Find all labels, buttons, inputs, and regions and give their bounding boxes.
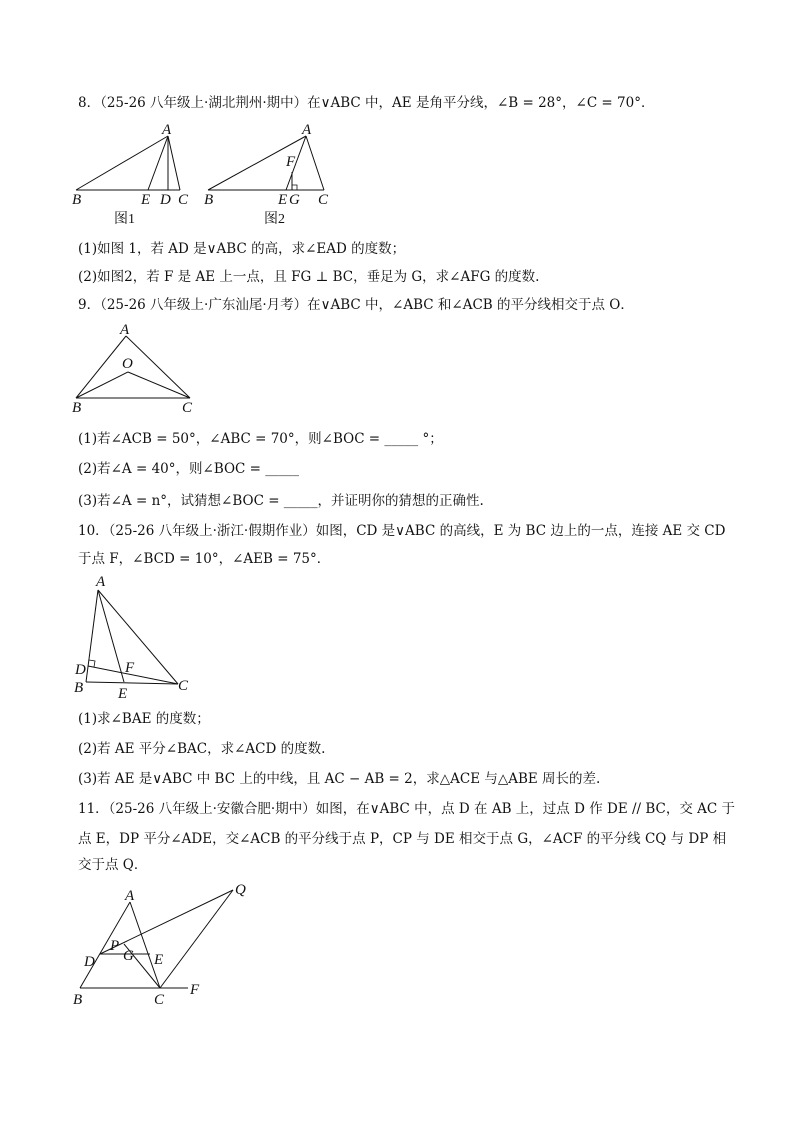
q10-part-3: (3)若 AE 是∨ABC 中 BC 上的中线，且 AC − AB = 2，求△ACE 与△ABE 周长的差. <box>78 771 601 787</box>
label-C: C <box>182 400 193 416</box>
label-Q: Q <box>235 882 246 898</box>
label-F: F <box>190 982 200 998</box>
q9-part-3: (3)若∠A = n°，试猜想∠BOC = _____，并证明你的猜想的正确性. <box>78 493 484 509</box>
q10-part-1: (1)求∠BAE 的度数； <box>78 711 210 727</box>
label-E: E <box>141 192 151 208</box>
label-O: O <box>122 356 133 372</box>
label-P: P <box>110 938 120 954</box>
figure-caption: 图1 <box>114 212 135 227</box>
label-D: D <box>75 662 86 678</box>
label-C: C <box>178 678 189 694</box>
label-B: B <box>74 680 84 696</box>
q9-stem: 9．（25-26 八年级上·广东汕尾·月考）在∨ABC 中，∠ABC 和∠ACB 的平分线相交于点 O． <box>78 297 634 313</box>
q8-figure-1 <box>70 122 210 232</box>
label-G: G <box>289 192 300 208</box>
label-D: D <box>160 192 171 208</box>
label-A: A <box>120 322 130 338</box>
q10-stem-line-2: 于点 F，∠BCD = 10°，∠AEB = 75°． <box>78 551 331 567</box>
q10-stem-line-1: 10．（25-26 八年级上·浙江·假期作业）如图，CD 是∨ABC 的高线，E 为 BC 边上的一点，连接 AE 交 CD <box>78 523 726 539</box>
label-A: A <box>125 888 135 904</box>
q9-figure <box>70 322 210 417</box>
q9-part-1: (1)若∠ACB = 50°，∠ABC = 70°，则∠BOC = _____ °； <box>78 431 443 447</box>
label-C: C <box>154 992 165 1008</box>
q11-figure <box>70 878 270 1018</box>
label-A: A <box>162 122 172 138</box>
q10-part-2: (2)若 AE 平分∠BAC，求∠ACD 的度数. <box>78 741 326 757</box>
label-F: F <box>286 154 296 170</box>
q10-figure <box>70 574 210 704</box>
label-A: A <box>302 122 312 138</box>
label-D: D <box>84 954 95 970</box>
label-B: B <box>72 400 82 416</box>
label-C: C <box>318 192 329 208</box>
label-A: A <box>96 574 106 590</box>
q11-stem-line-3: 交于点 Q． <box>78 857 148 873</box>
label-E: E <box>278 192 288 208</box>
q11-stem-line-1: 11．（25-26 八年级上·安徽合肥·期中）如图，在∨ABC 中，点 D 在 AB 上，过点 D 作 DE // BC，交 AC 于 <box>78 801 736 817</box>
q8-part-2: (2)如图2，若 F 是 AE 上一点，且 FG ⊥ BC，垂足为 G，求∠AFG 的度数. <box>78 269 540 285</box>
q11-stem-line-2: 点 E，DP 平分∠ADE，交∠ACB 的平分线于点 P，CP 与 DE 相交于点 G，∠ACF 的平分线 CQ 与 DP 相 <box>78 831 727 847</box>
q8-part-1: (1)如图 1，若 AD 是∨ABC 的高，求∠EAD 的度数； <box>78 241 406 257</box>
q9-part-2: (2)若∠A = 40°，则∠BOC = _____ <box>78 461 300 477</box>
label-B: B <box>204 192 214 208</box>
q8-stem: 8．（25-26 八年级上·湖北荆州·期中）在∨ABC 中，AE 是角平分线，∠B = 28°，∠C = 70°． <box>78 95 655 111</box>
figure-caption: 图2 <box>264 212 285 227</box>
q8-figure-2 <box>200 122 340 232</box>
label-C: C <box>178 192 189 208</box>
label-E: E <box>154 952 164 968</box>
label-B: B <box>72 192 82 208</box>
label-E: E <box>118 686 128 702</box>
label-F: F <box>125 660 135 676</box>
label-G: G <box>123 948 134 964</box>
label-B: B <box>73 992 83 1008</box>
